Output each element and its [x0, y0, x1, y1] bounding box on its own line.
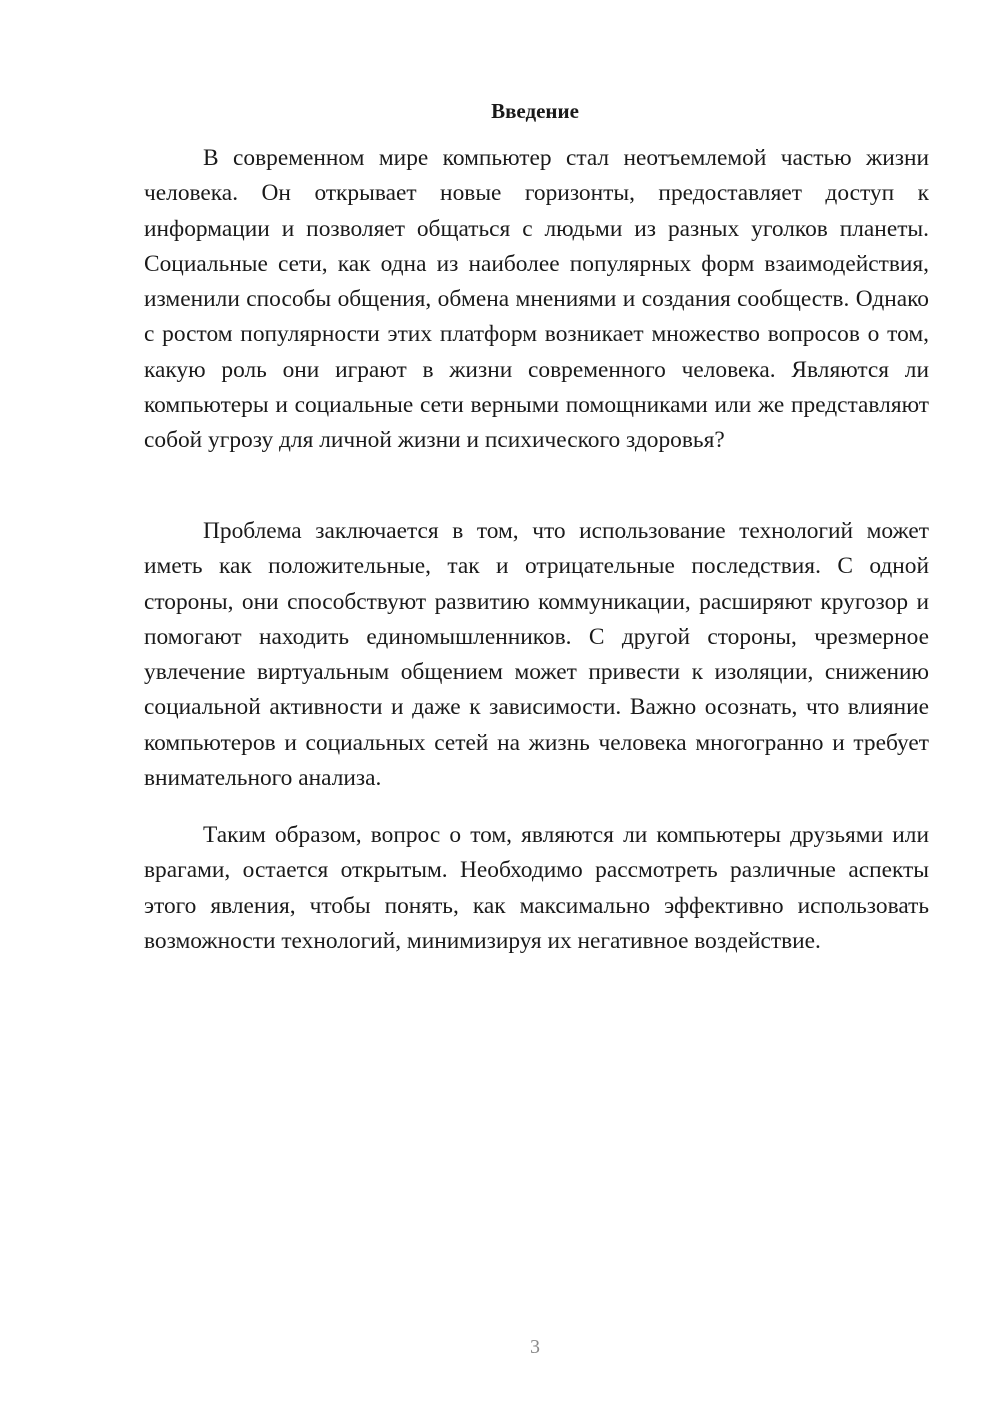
paragraph-intro: В современном мире компьютер стал неотъемлемой частью жизни человека. Он открывает новые горизонты, предоставляет доступ к информации и позволяет общаться с людьми из разных уголков планеты. Социальные сети, как одна из наиболее популярных форм взаимодействия, изменили способы общения, обмена мнениями и создания сообществ. Однако с ростом популярности этих платформ возникает множество вопросов о том, какую роль они играют в жизни современного человека. Являются ли компьютеры и социальные сети верными помощниками или же представляют собой угрозу для личной жизни и психического здоровья? — [144, 145, 929, 454]
section-heading: Введение — [491, 99, 579, 123]
paragraph-conclusion: Таким образом, вопрос о том, являются ли компьютеры друзьями или врагами, остается открытым. Необходимо рассмотреть различные аспекты этого явления, чтобы понять, как максимально эффективно использовать возможности технологий, минимизируя их негативное воздействие. — [144, 822, 929, 954]
page-number: 3 — [530, 1336, 540, 1358]
paragraph-problem: Проблема заключается в том, что использование технологий может иметь как положительные, так и отрицательные последствия. С одной стороны, они способствуют развитию коммуникации, расширяют кругозор и помогают находить единомышленников. С другой стороны, чрезмерное увлечение виртуальным общением может привести к изоляции, снижению социальной активности и даже к зависимости. Важно осознать, что влияние компьютеров и социальных сетей на жизнь человека многогранно и требует внимательного анализа. — [144, 518, 929, 792]
